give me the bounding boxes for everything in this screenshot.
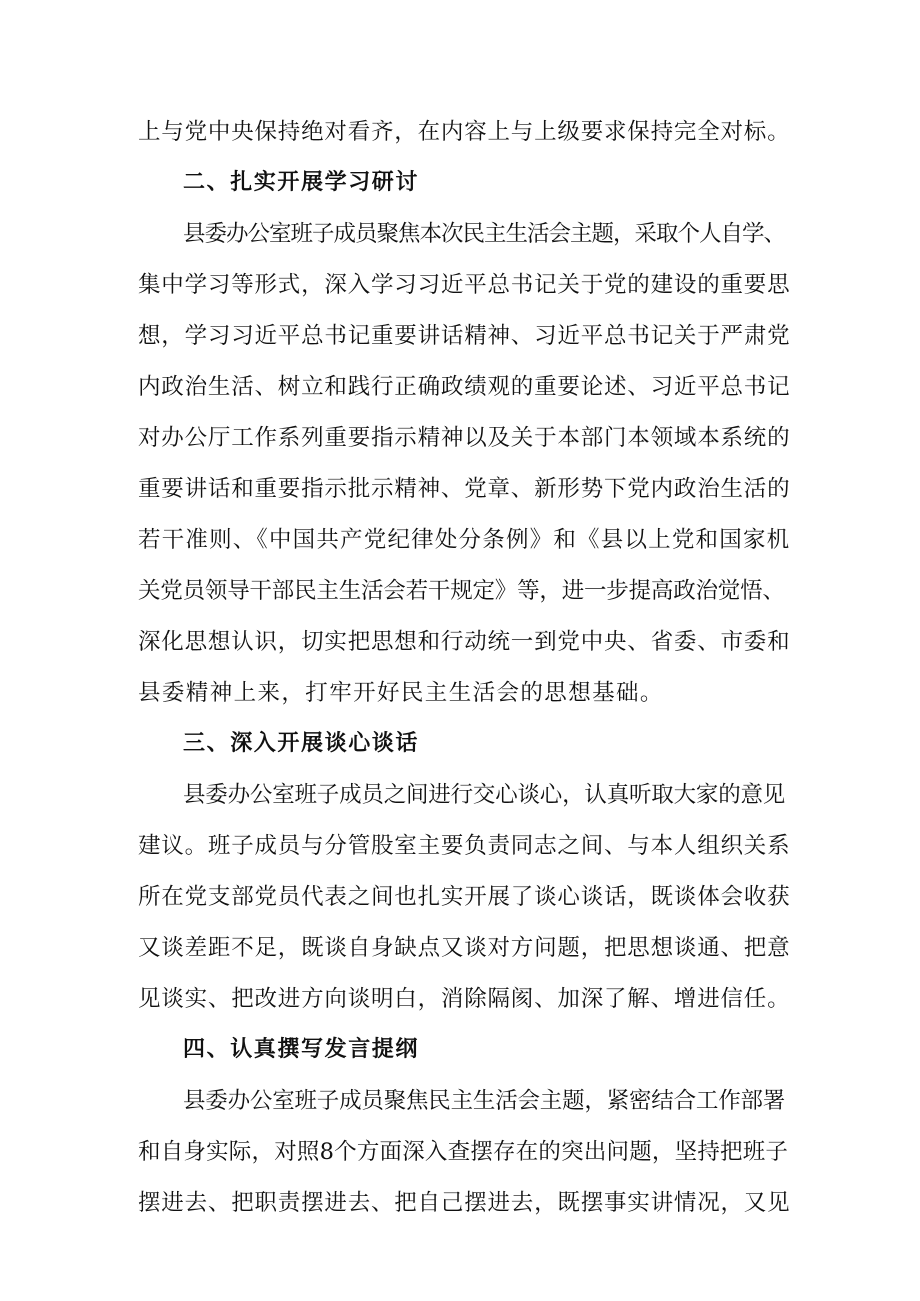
paragraph-line: 和自身实际，对照8个方面深入查摆存在的突出问题，坚持把班子 [138,1139,789,1165]
paragraph-line: 县委办公室班子成员聚焦本次民主生活会主题，采取个人自学、 [183,221,786,247]
paragraph-line: 深化思想认识，切实把思想和行动统一到党中央、省委、市委和 [138,629,791,655]
section-heading-3: 三、深入开展谈心谈话 [183,731,420,756]
paragraph-line: 上与党中央保持绝对看齐，在内容上与上级要求保持完全对标。 [138,119,791,145]
paragraph-line: 又谈差距不足，既谈自身缺点又谈对方问题，把思想谈通、把意 [138,935,791,961]
paragraph-line: 关党员领导干部民主生活会若干规定》等，进一步提高政治觉悟、 [138,578,785,604]
paragraph-line: 县委精神上来，打牢开好民主生活会的思想基础。 [138,680,664,706]
paragraph-line: 县委办公室班子成员之间进行交心谈心，认真听取大家的意见 [183,782,786,808]
paragraph-line: 摆进去、把职责摆进去、把自己摆进去，既摆事实讲情况，又见 [138,1190,791,1216]
paragraph-line: 见谈实、把改进方向谈明白，消除隔阂、加深了解、增进信任。 [138,986,791,1012]
paragraph-line: 想，学习习近平总书记重要讲话精神、习近平总书记关于严肃党 [138,323,791,349]
paragraph-line: 集中学习等形式，深入学习习近平总书记关于党的建设的重要思 [138,272,791,298]
paragraph-line: 县委办公室班子成员聚焦民主生活会主题，紧密结合工作部署 [183,1088,786,1114]
section-heading-2: 二、扎实开展学习研讨 [183,170,420,195]
paragraph-line: 所在党支部党员代表之间也扎实开展了谈心谈话，既谈体会收获 [138,884,791,910]
paragraph-line: 对办公厅工作系列重要指示精神以及关于本部门本领域本系统的 [138,425,791,451]
section-heading-4: 四、认真撰写发言提纲 [183,1037,420,1062]
paragraph-line: 内政治生活、树立和践行正确政绩观的重要论述、习近平总书记 [138,374,791,400]
paragraph-line: 若干准则、《中国共产党纪律处分条例》和《县以上党和国家机 [138,527,791,553]
paragraph-line: 重要讲话和重要指示批示精神、党章、新形势下党内政治生活的 [138,476,791,502]
paragraph-line: 建议。班子成员与分管股室主要负责同志之间、与本人组织关系 [138,833,791,859]
